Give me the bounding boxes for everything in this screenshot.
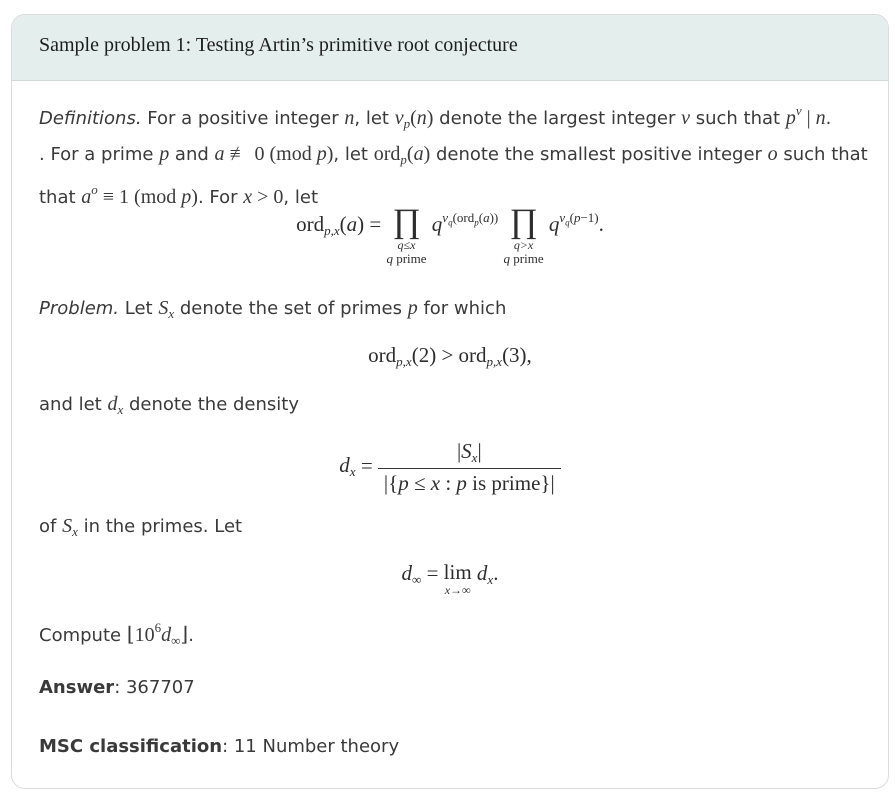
compute-line: Compute $⌊10^6d_\infty⌋$. <box>39 620 194 648</box>
density-formula: $d_x$ = $\frac{|S_x|}{\text{|\{p ≤ x : p is prime\}|}}$ <box>12 439 888 496</box>
density-outro: of $S_x$ in the primes. Let <box>39 515 243 539</box>
answer-value: : 367707 <box>114 677 195 698</box>
problem-card <box>11 14 889 789</box>
answer-label: Answer <box>39 677 115 698</box>
card-title: Sample problem 1: Testing Artin’s primitive root conjecture <box>12 15 888 81</box>
definitions-label: Definitions. <box>39 108 142 129</box>
problem-paragraph: Problem. Let $S_x$ denote the set of primes p for which <box>39 297 507 321</box>
answer-line <box>39 673 869 703</box>
ord-definition-formula: ord$_{p,x}$(a) = ∏ q≤x q prime $q^{v_q(ord_p(a))}$ ∏ q>x q prime $q^{v_q(p-1)}$. <box>296 203 604 266</box>
density-intro: and let $d_x$ denote the density <box>39 393 299 417</box>
definitions-paragraph: Definitions. For a positive integer n, let $v_p(n)$ denote the largest integer v such that $p^v$ | n. . For a prime p and a ≢ 0 (mod p), let ord$_p$(a) denote the smallest positive integer o such that that $a^o \equiv 1$ (mod p). For x > 0, let <box>39 103 868 208</box>
limit-formula: $d_\infty$ = lim x→∞ $d_x$. <box>401 560 499 597</box>
ord-comparison-formula: ord$_{p,x}$(2) > ord$_{p,x}$(3), <box>368 343 532 369</box>
problem-label: Problem. <box>39 298 120 319</box>
msc-line <box>39 732 869 762</box>
msc-label: MSC classification <box>39 736 223 757</box>
msc-value: : 11 Number theory <box>222 736 400 757</box>
